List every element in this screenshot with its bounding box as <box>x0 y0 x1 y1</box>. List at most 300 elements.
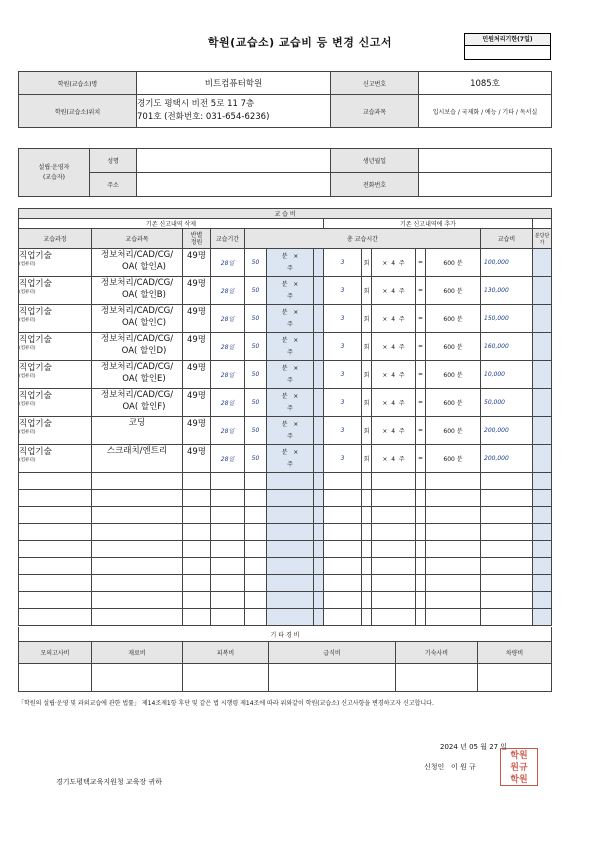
subject-line-2: OA( 할인C) <box>121 318 167 328</box>
unit-week-wrap: 주 <box>287 376 293 384</box>
empty-cell <box>92 558 183 575</box>
empty-cell <box>183 473 211 490</box>
times-sign: × <box>293 364 299 372</box>
subject-line-1: 정보처리/CAD/CG/ <box>100 250 174 260</box>
page-title: 학원(교습소) 교습비 등 변경 신고서 <box>207 36 393 49</box>
fee-row <box>19 305 552 333</box>
subject-line-1: 정보처리/CAD/CG/ <box>100 278 174 288</box>
unit-week: 주 <box>398 428 405 435</box>
minutes: 50 <box>245 445 267 473</box>
unit-total: 분 <box>456 428 463 435</box>
period: 28일 <box>211 445 245 473</box>
founder-table <box>18 148 552 197</box>
empty-cell <box>481 575 533 592</box>
unit-min: 분 <box>281 280 288 288</box>
weeks-cell <box>372 417 416 445</box>
weeks: 4 <box>391 400 396 407</box>
subject-cell <box>92 417 183 445</box>
equals: = <box>416 417 426 445</box>
empty-cell <box>372 507 416 524</box>
recipient: 경기도평택교육지원청 교육장 귀하 <box>56 778 162 786</box>
empty-cell <box>416 575 426 592</box>
empty-cell <box>211 575 245 592</box>
subject-cell <box>92 305 183 333</box>
fee-row-empty <box>19 541 552 558</box>
empty-cell <box>426 609 481 626</box>
academy-name: 비트컴퓨터학원 <box>137 72 331 95</box>
spacer <box>314 417 324 445</box>
empty-cell <box>19 575 92 592</box>
empty-cell <box>481 609 533 626</box>
period: 28일 <box>211 277 245 305</box>
process-cell <box>19 417 92 445</box>
other-val-meal <box>269 664 396 692</box>
process: 직업기술 <box>19 251 52 261</box>
process-cell <box>19 305 92 333</box>
times: 3 <box>324 445 362 473</box>
weeks-cell <box>372 361 416 389</box>
empty-cell <box>314 541 324 558</box>
academy-name-label: 학원(교습소)명 <box>19 72 137 95</box>
empty-cell <box>426 473 481 490</box>
unit-total: 분 <box>456 260 463 267</box>
empty-cell <box>211 541 245 558</box>
total-minutes: 600 <box>443 260 455 267</box>
academy-table <box>18 71 552 128</box>
empty-cell <box>324 473 362 490</box>
col-per-min: 분당단가 <box>533 229 552 249</box>
unit-week: 주 <box>398 316 405 323</box>
fee-row <box>19 417 552 445</box>
other-val-vehicle <box>478 664 552 692</box>
empty-cell <box>211 524 245 541</box>
subject-line-2: OA( 할인F) <box>122 402 166 412</box>
minutes: 50 <box>245 333 267 361</box>
unit-week: 주 <box>398 456 405 463</box>
empty-cell <box>426 524 481 541</box>
process-sub: (컴퓨터) <box>19 318 36 323</box>
declaration: 「학원의 설립·운영 및 과외교습에 관한 법률」 제14조제1항 후단 및 같은 법 시행령 제14조에 따라 위와같이 학원(교습소) 신고사항을 변경하고자 신고합니다. <box>18 700 434 707</box>
empty-cell <box>533 541 552 558</box>
capacity: 49명 <box>183 333 211 361</box>
unit-total: 분 <box>456 316 463 323</box>
unit-week-wrap: 주 <box>287 460 293 468</box>
period: 28일 <box>211 389 245 417</box>
fee: 50,000 <box>481 389 533 417</box>
fee-row-empty <box>19 507 552 524</box>
weeks: 4 <box>391 428 396 435</box>
times: 3 <box>324 305 362 333</box>
fee: 130,000 <box>481 277 533 305</box>
empty-cell <box>267 473 314 490</box>
total-cell <box>426 389 481 417</box>
empty-cell <box>324 507 362 524</box>
minutes: 50 <box>245 417 267 445</box>
subject-cell <box>92 445 183 473</box>
empty-cell <box>426 490 481 507</box>
empty-cell <box>324 575 362 592</box>
empty-cell <box>324 558 362 575</box>
unit-times: 회 <box>362 277 372 305</box>
deadline-value <box>465 46 550 59</box>
fee-row-empty <box>19 609 552 626</box>
delete-label: 기존 신고내역 삭제 <box>19 219 324 229</box>
empty-cell <box>314 592 324 609</box>
per-min <box>533 333 552 361</box>
spacer <box>314 277 324 305</box>
unit-total: 분 <box>456 456 463 463</box>
empty-cell <box>183 507 211 524</box>
empty-cell <box>372 541 416 558</box>
empty-cell <box>324 592 362 609</box>
unit-total: 분 <box>456 372 463 379</box>
empty-cell <box>314 558 324 575</box>
minute-cell <box>267 417 314 445</box>
empty-cell <box>245 490 267 507</box>
course-list: 입시보습 / 국제화 / 예능 / 기타 / 독서실 <box>419 95 552 128</box>
fee-row <box>19 277 552 305</box>
unit-min: 분 <box>281 364 288 372</box>
empty-cell <box>533 524 552 541</box>
empty-cell <box>416 609 426 626</box>
fee-row-empty <box>19 575 552 592</box>
other-col-meal: 급식비 <box>269 642 396 664</box>
empty-cell <box>211 473 245 490</box>
empty-cell <box>267 524 314 541</box>
fee: 200,000 <box>481 445 533 473</box>
process-sub: (컴퓨터) <box>19 402 36 407</box>
fee-row-empty <box>19 592 552 609</box>
spacer <box>314 389 324 417</box>
total-minutes: 600 <box>443 428 455 435</box>
process-sub: (컴퓨터) <box>19 374 36 379</box>
other-val-dorm <box>396 664 478 692</box>
subject-cell <box>92 333 183 361</box>
empty-cell <box>426 575 481 592</box>
total-minutes: 600 <box>443 372 455 379</box>
total-cell <box>426 305 481 333</box>
date-day: 27 <box>489 743 499 751</box>
empty-cell <box>245 524 267 541</box>
empty-cell <box>314 524 324 541</box>
empty-cell <box>481 507 533 524</box>
process-cell <box>19 389 92 417</box>
empty-cell <box>533 592 552 609</box>
total-cell <box>426 417 481 445</box>
fee-row-empty <box>19 558 552 575</box>
empty-cell <box>362 490 372 507</box>
fee-row-empty <box>19 524 552 541</box>
report-no: 1085호 <box>419 72 552 95</box>
subject-line-2: OA( 할인E) <box>122 374 166 384</box>
period: 28일 <box>211 361 245 389</box>
minute-cell <box>267 445 314 473</box>
empty-cell <box>481 541 533 558</box>
subject-line-1: 정보처리/CAD/CG/ <box>100 306 174 316</box>
course-label: 교습과목 <box>331 95 419 128</box>
empty-cell <box>416 524 426 541</box>
unit-times: 회 <box>362 389 372 417</box>
empty-cell <box>267 609 314 626</box>
weeks-cell <box>372 277 416 305</box>
minutes: 50 <box>245 389 267 417</box>
total-cell <box>426 277 481 305</box>
equals: = <box>416 305 426 333</box>
empty-cell <box>533 490 552 507</box>
period: 28일 <box>211 333 245 361</box>
founder-label: 설립·운영자 (교습자) <box>19 149 90 197</box>
fee-row <box>19 333 552 361</box>
unit-week-wrap: 주 <box>287 432 293 440</box>
times: 3 <box>324 249 362 277</box>
empty-cell <box>362 524 372 541</box>
empty-cell <box>267 541 314 558</box>
empty-cell <box>211 490 245 507</box>
other-col-mock: 모의고사비 <box>19 642 92 664</box>
times: 3 <box>324 361 362 389</box>
fee-row <box>19 361 552 389</box>
empty-cell <box>533 558 552 575</box>
minute-cell <box>267 249 314 277</box>
empty-cell <box>267 490 314 507</box>
empty-cell <box>324 490 362 507</box>
empty-cell <box>416 541 426 558</box>
empty-cell <box>19 490 92 507</box>
process: 직업기술 <box>19 447 52 457</box>
unit-times: 회 <box>362 417 372 445</box>
times-sign: × <box>382 400 388 407</box>
fee-row <box>19 445 552 473</box>
subject-cell <box>92 277 183 305</box>
empty-cell <box>362 541 372 558</box>
minute-cell <box>267 333 314 361</box>
times: 3 <box>324 277 362 305</box>
empty-cell <box>481 524 533 541</box>
empty-cell <box>245 609 267 626</box>
fee: 200,000 <box>481 417 533 445</box>
deadline-label: 민원처리기한(7일) <box>465 34 550 46</box>
unit-min: 분 <box>281 252 288 260</box>
subject-cell <box>92 361 183 389</box>
applicant-name: 이 원 규 <box>450 763 476 771</box>
empty-cell <box>533 473 552 490</box>
empty-cell <box>183 592 211 609</box>
empty-cell <box>267 507 314 524</box>
phone-label: 전화번호 <box>331 173 419 197</box>
empty-cell <box>314 507 324 524</box>
per-min <box>533 277 552 305</box>
fee-row-empty <box>19 490 552 507</box>
capacity: 49명 <box>183 445 211 473</box>
empty-cell <box>372 609 416 626</box>
period: 28일 <box>211 417 245 445</box>
equals: = <box>416 249 426 277</box>
weeks-cell <box>372 249 416 277</box>
total-cell <box>426 445 481 473</box>
col-total-time: 총 교습시간 <box>245 229 481 249</box>
empty-cell <box>245 541 267 558</box>
other-val-mock <box>19 664 92 692</box>
empty-cell <box>362 575 372 592</box>
empty-cell <box>92 490 183 507</box>
empty-cell <box>19 524 92 541</box>
unit-min: 분 <box>281 420 288 428</box>
empty-cell <box>324 609 362 626</box>
times-sign: × <box>382 428 388 435</box>
times: 3 <box>324 389 362 417</box>
empty-cell <box>426 507 481 524</box>
unit-total: 분 <box>456 344 463 351</box>
date-year: 2024 <box>440 743 458 751</box>
unit-week: 주 <box>398 400 405 407</box>
equals: = <box>416 389 426 417</box>
unit-week-wrap: 주 <box>287 264 293 272</box>
subject-line-2: OA( 할인B) <box>122 290 166 300</box>
other-col-dorm: 기숙사비 <box>396 642 478 664</box>
empty-cell <box>362 558 372 575</box>
empty-cell <box>314 575 324 592</box>
empty-cell <box>92 609 183 626</box>
unit-week-wrap: 주 <box>287 404 293 412</box>
minutes: 50 <box>245 249 267 277</box>
applicant-label: 신청인 <box>424 763 445 771</box>
total-minutes: 600 <box>443 316 455 323</box>
times-sign: × <box>293 392 299 400</box>
unit-total: 분 <box>456 288 463 295</box>
unit-total: 분 <box>456 400 463 407</box>
times-sign: × <box>293 448 299 456</box>
process: 직업기술 <box>19 391 52 401</box>
col-period: 교습기간 <box>211 229 245 249</box>
fee: 150,000 <box>481 305 533 333</box>
per-min <box>533 389 552 417</box>
total-cell <box>426 333 481 361</box>
empty-cell <box>245 575 267 592</box>
capacity: 49명 <box>183 389 211 417</box>
empty-cell <box>183 524 211 541</box>
process-sub: (컴퓨터) <box>19 430 36 435</box>
equals: = <box>416 361 426 389</box>
empty-cell <box>92 473 183 490</box>
weeks-cell <box>372 389 416 417</box>
empty-cell <box>481 490 533 507</box>
times-sign: × <box>382 288 388 295</box>
empty-cell <box>19 558 92 575</box>
times-sign: × <box>382 456 388 463</box>
empty-cell <box>533 609 552 626</box>
empty-cell <box>19 541 92 558</box>
empty-cell <box>481 473 533 490</box>
academy-address <box>137 95 331 128</box>
total-minutes: 600 <box>443 344 455 351</box>
empty-cell <box>245 592 267 609</box>
fee: 100,000 <box>481 249 533 277</box>
times-sign: × <box>382 372 388 379</box>
empty-cell <box>416 592 426 609</box>
empty-cell <box>19 507 92 524</box>
subject-line-1: 스크래치/엔트리 <box>106 446 168 456</box>
deadline-box <box>464 33 551 60</box>
empty-cell <box>245 507 267 524</box>
empty-cell <box>362 592 372 609</box>
empty-cell <box>481 592 533 609</box>
minute-cell <box>267 361 314 389</box>
minutes: 50 <box>245 277 267 305</box>
subject-line-2: OA( 할인A) <box>122 262 166 272</box>
capacity: 49명 <box>183 417 211 445</box>
unit-week: 주 <box>398 344 405 351</box>
unit-week: 주 <box>398 372 405 379</box>
empty-cell <box>314 490 324 507</box>
times-sign: × <box>293 252 299 260</box>
empty-cell <box>426 592 481 609</box>
unit-times: 회 <box>362 361 372 389</box>
official-seal: 학원 원규 학원 <box>500 748 538 786</box>
spacer <box>314 333 324 361</box>
fee: 160,000 <box>481 333 533 361</box>
times-sign: × <box>293 308 299 316</box>
birth-label: 생년월일 <box>331 149 419 173</box>
empty-cell <box>362 609 372 626</box>
empty-cell <box>211 507 245 524</box>
empty-cell <box>416 490 426 507</box>
date-month-unit: 월 <box>480 743 487 751</box>
empty-cell <box>372 575 416 592</box>
empty-cell <box>416 507 426 524</box>
process-cell <box>19 249 92 277</box>
per-min <box>533 417 552 445</box>
times-sign: × <box>382 260 388 267</box>
unit-min: 분 <box>281 392 288 400</box>
capacity: 49명 <box>183 305 211 333</box>
add-label: 기존 신고내역에 추가 <box>324 219 533 229</box>
col-fee: 교습비 <box>481 229 533 249</box>
unit-week-wrap: 주 <box>287 320 293 328</box>
empty-cell <box>183 558 211 575</box>
subject-cell <box>92 389 183 417</box>
empty-cell <box>314 473 324 490</box>
empty-cell <box>362 507 372 524</box>
subject-line-2: OA( 할인D) <box>121 346 167 356</box>
per-min <box>533 305 552 333</box>
per-min <box>533 445 552 473</box>
per-min <box>533 361 552 389</box>
times: 3 <box>324 333 362 361</box>
empty-cell <box>92 507 183 524</box>
col-process: 교습과정 <box>19 229 92 249</box>
process-sub: (컴퓨터) <box>19 458 36 463</box>
academy-location-label: 학원(교습소)위치 <box>19 95 137 128</box>
period: 28일 <box>211 249 245 277</box>
process: 직업기술 <box>19 279 52 289</box>
other-col-vehicle: 차량비 <box>478 642 552 664</box>
total-minutes: 600 <box>443 400 455 407</box>
date-month: 05 <box>469 743 478 751</box>
corner-cell <box>533 219 552 229</box>
empty-cell <box>19 609 92 626</box>
process: 직업기술 <box>19 335 52 345</box>
birth-value <box>419 149 552 173</box>
date-line <box>440 742 507 752</box>
spacer <box>314 305 324 333</box>
empty-cell <box>183 575 211 592</box>
unit-min: 분 <box>281 448 288 456</box>
subject-line-1: 코딩 <box>128 418 146 428</box>
empty-cell <box>372 558 416 575</box>
fee-row <box>19 249 552 277</box>
empty-cell <box>183 609 211 626</box>
times-sign: × <box>382 316 388 323</box>
